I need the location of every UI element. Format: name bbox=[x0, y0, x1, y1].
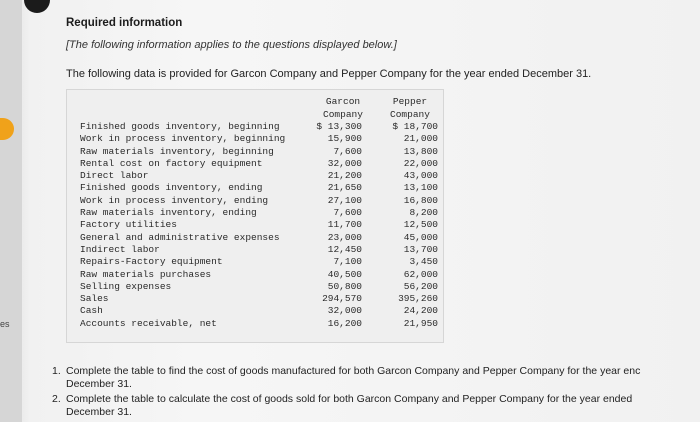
table-row bbox=[80, 244, 440, 256]
table-row bbox=[80, 133, 440, 145]
table-row bbox=[80, 146, 440, 158]
garcon-value: $ 13,300 bbox=[316, 121, 362, 132]
table-row bbox=[80, 293, 440, 305]
table-rows bbox=[80, 121, 440, 330]
question-number: 1. bbox=[52, 365, 61, 377]
table-row bbox=[80, 269, 440, 281]
garcon-value: 50,800 bbox=[327, 280, 362, 292]
question-text: Complete the table to find the cost of goods manufactured for both Garcon Company and Pepper Company for the year enc bbox=[66, 365, 641, 377]
pepper-value: 21,950 bbox=[403, 317, 438, 329]
pepper-value: 56,200 bbox=[403, 280, 438, 292]
question-text-continued: December 31. bbox=[66, 405, 132, 418]
garcon-value: 32,000 bbox=[327, 157, 362, 169]
questions-list bbox=[52, 365, 700, 421]
pepper-value: 21,000 bbox=[403, 133, 438, 145]
garcon-value: 27,100 bbox=[327, 194, 362, 206]
table-row bbox=[80, 121, 440, 133]
garcon-value: 21,200 bbox=[327, 170, 362, 182]
row-label: Direct labor bbox=[80, 170, 149, 182]
left-gutter bbox=[0, 0, 22, 422]
pepper-value: 395,260 bbox=[398, 293, 438, 305]
row-label: Cash bbox=[80, 305, 103, 317]
row-label: Indirect labor bbox=[80, 243, 160, 255]
garcon-value: 32,000 bbox=[327, 305, 362, 317]
garcon-value: 40,500 bbox=[327, 268, 362, 280]
pepper-value: $ 18,700 bbox=[392, 121, 438, 132]
table-row bbox=[80, 318, 440, 330]
pepper-value: 13,700 bbox=[403, 243, 438, 255]
garcon-column-header: Garcon Company bbox=[323, 96, 363, 120]
gutter-label: es bbox=[0, 319, 10, 329]
pepper-value: 3,450 bbox=[409, 256, 438, 268]
garcon-value: 7,100 bbox=[333, 256, 362, 268]
table-row bbox=[80, 281, 440, 293]
table-row bbox=[80, 182, 440, 194]
table-row bbox=[80, 256, 440, 268]
garcon-value: 294,570 bbox=[322, 293, 362, 305]
garcon-value: 12,450 bbox=[327, 243, 362, 255]
pepper-value: 62,000 bbox=[403, 268, 438, 280]
row-label: Repairs-Factory equipment bbox=[80, 256, 223, 268]
garcon-value: 7,600 bbox=[333, 207, 362, 219]
row-label: Accounts receivable, net bbox=[80, 317, 217, 329]
garcon-value: 15,900 bbox=[327, 133, 362, 145]
row-label: Finished goods inventory, ending bbox=[80, 182, 263, 194]
question-number: 2. bbox=[52, 393, 61, 405]
pepper-value: 12,500 bbox=[403, 219, 438, 231]
table-row bbox=[80, 305, 440, 317]
table-row bbox=[80, 195, 440, 207]
intro-text: The following data is provided for Garcon Company and Pepper Company for the year ended December 31. bbox=[66, 68, 592, 80]
pepper-value: 13,800 bbox=[403, 145, 438, 157]
garcon-value: 11,700 bbox=[327, 219, 362, 231]
question-text: Complete the table to calculate the cost of goods sold for both Garcon Company and Pepper Company for the year ended bbox=[66, 393, 633, 405]
pepper-value: 22,000 bbox=[403, 157, 438, 169]
pepper-value: 13,100 bbox=[403, 182, 438, 194]
row-label: Rental cost on factory equipment bbox=[80, 157, 263, 169]
row-label: Finished goods inventory, beginning bbox=[80, 121, 280, 132]
pepper-value: 45,000 bbox=[403, 231, 438, 243]
pepper-value: 24,200 bbox=[403, 305, 438, 317]
table-row bbox=[80, 219, 440, 231]
row-label: Work in process inventory, beginning bbox=[80, 133, 286, 145]
table-row bbox=[80, 232, 440, 244]
required-information-title: Required information bbox=[66, 17, 183, 29]
garcon-value: 21,650 bbox=[327, 182, 362, 194]
pepper-value: 16,800 bbox=[403, 194, 438, 206]
row-label: Raw materials purchases bbox=[80, 268, 212, 280]
row-label: Factory utilities bbox=[80, 219, 177, 231]
row-label: Raw materials inventory, beginning bbox=[80, 145, 274, 157]
row-label: Raw materials inventory, ending bbox=[80, 207, 257, 219]
applies-note: [The following information applies to the questions displayed below.] bbox=[66, 39, 397, 51]
row-label: Selling expenses bbox=[80, 280, 172, 292]
table-row bbox=[80, 170, 440, 182]
row-label: General and administrative expenses bbox=[80, 231, 280, 243]
row-label: Sales bbox=[80, 293, 109, 305]
question-item bbox=[52, 393, 700, 418]
table-row bbox=[80, 207, 440, 219]
table-row bbox=[80, 158, 440, 170]
alert-icon[interactable] bbox=[24, 0, 50, 13]
question-text-continued: December 31. bbox=[66, 377, 132, 390]
row-label: Work in process inventory, ending bbox=[80, 194, 269, 206]
garcon-value: 23,000 bbox=[327, 231, 362, 243]
garcon-value: 16,200 bbox=[327, 317, 362, 329]
pepper-value: 43,000 bbox=[403, 170, 438, 182]
pepper-column-header: Pepper Company bbox=[390, 96, 430, 120]
question-item bbox=[52, 365, 700, 390]
pepper-value: 8,200 bbox=[409, 207, 438, 219]
garcon-value: 7,600 bbox=[333, 145, 362, 157]
